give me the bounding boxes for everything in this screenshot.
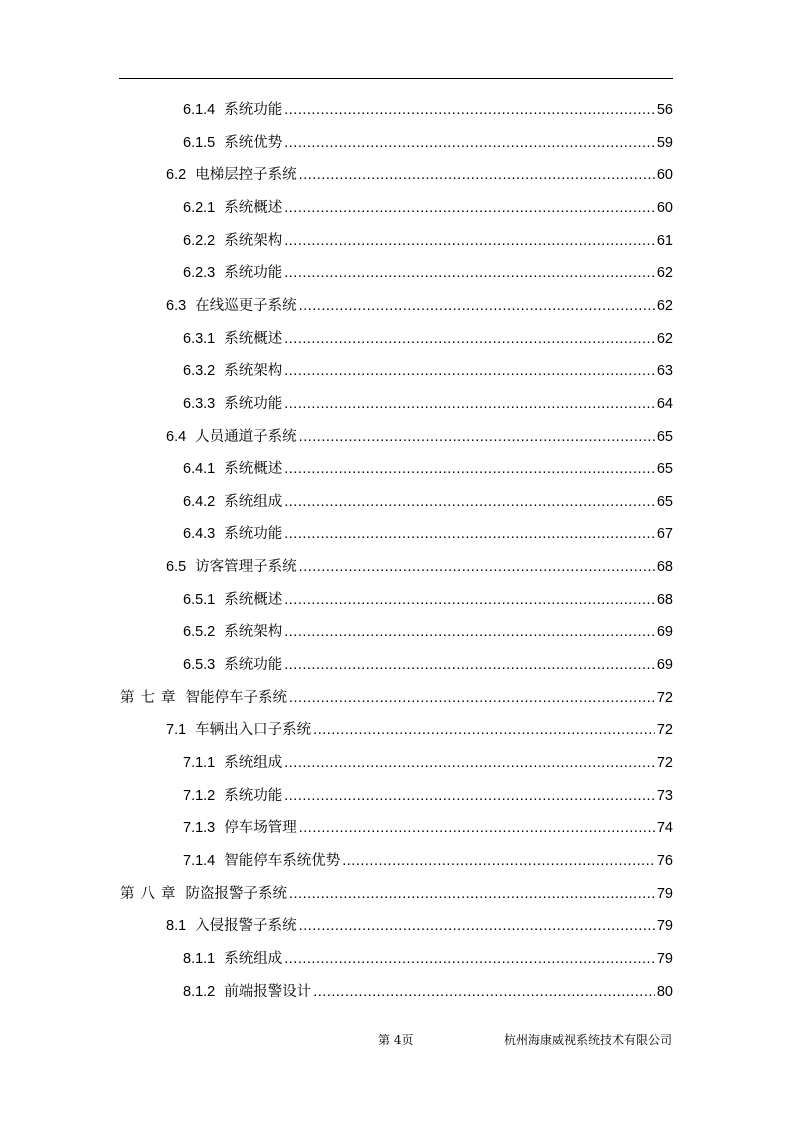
toc-entry[interactable] [166, 291, 673, 321]
toc-entry-number: 6.5.2 [183, 624, 216, 641]
toc-entry-number: 8.1.2 [183, 983, 216, 1000]
toc-entry-number: 6.1.4 [183, 102, 216, 118]
toc-entry-page: 72 [656, 722, 673, 739]
toc-entry-number: 8.1.1 [183, 950, 216, 967]
toc-dot-leader [284, 944, 655, 974]
toc-dot-leader [284, 454, 655, 484]
toc-entry[interactable] [183, 977, 673, 1007]
toc-dot-leader [284, 324, 655, 354]
toc-entry-page: 65 [656, 493, 673, 510]
toc-entry-number: 6.2.3 [183, 265, 216, 282]
toc-entry-number: 6.5.1 [183, 591, 216, 608]
toc-dot-leader [299, 160, 655, 190]
toc-entry-page: 74 [656, 820, 673, 837]
toc-entry[interactable] [183, 226, 673, 256]
toc-entry[interactable] [183, 585, 673, 615]
toc-entry-title: 在线巡更子系统 [195, 297, 297, 314]
toc-dot-leader [289, 879, 655, 909]
toc-entry-title: 系统功能 [224, 102, 283, 118]
toc-entry-number: 7.1.2 [183, 787, 216, 804]
toc-dot-leader [284, 585, 655, 615]
toc-entry-page: 68 [656, 591, 673, 608]
toc-entry[interactable] [183, 650, 673, 680]
toc-entry-title: 系统功能 [224, 265, 283, 282]
toc-entry[interactable] [166, 911, 673, 941]
toc-entry-title: 系统组成 [224, 755, 283, 771]
toc-entry[interactable] [120, 683, 673, 713]
toc-entry-page: 79 [656, 885, 673, 902]
toc-entry[interactable] [183, 617, 673, 647]
toc-entry[interactable] [183, 519, 673, 549]
toc-entry-title: 车辆出入口子系统 [195, 722, 312, 739]
toc-entry-title: 访客管理子系统 [195, 559, 297, 576]
toc-dot-leader [284, 258, 655, 288]
toc-entry-page: 69 [656, 657, 673, 674]
toc-entry-title: 系统功能 [224, 395, 283, 412]
toc-entry-page: 68 [656, 559, 673, 576]
toc-entry-page: 73 [656, 787, 673, 804]
toc-dot-leader [284, 650, 655, 680]
toc-entry[interactable] [183, 258, 673, 288]
toc-dot-leader [284, 748, 655, 778]
toc-dot-leader [313, 977, 655, 1007]
toc-entry[interactable] [166, 160, 673, 190]
toc-dot-leader [284, 226, 655, 256]
toc-dot-leader [284, 617, 655, 647]
toc-entry[interactable] [166, 422, 673, 452]
toc-entry-title: 智能停车子系统 [185, 689, 287, 706]
toc-entry[interactable] [183, 748, 673, 778]
toc-entry-number: 第八章 [120, 885, 182, 902]
toc-entry-page: 60 [656, 199, 673, 216]
toc-dot-leader [299, 911, 655, 941]
toc-entry-number: 第七章 [120, 689, 182, 706]
toc-entry-number: 6.4.1 [183, 461, 216, 478]
footer-company-name: 杭州海康威视系统技术有限公司 [503, 1033, 672, 1047]
toc-entry-title: 系统优势 [224, 134, 283, 151]
toc-dot-leader [313, 715, 655, 745]
toc-entry[interactable] [183, 193, 673, 223]
toc-entry-number: 6.4.3 [183, 526, 216, 543]
toc-entry-title: 系统概述 [224, 330, 283, 347]
toc-entry-title: 系统组成 [224, 493, 283, 510]
toc-entry[interactable] [183, 944, 673, 974]
toc-entry-title: 系统概述 [224, 461, 283, 478]
toc-entry-number: 8.1 [166, 918, 187, 935]
toc-entry[interactable] [166, 552, 673, 582]
toc-dot-leader [299, 422, 655, 452]
toc-dot-leader [299, 291, 655, 321]
toc-entry[interactable] [183, 95, 673, 125]
toc-entry-title: 入侵报警子系统 [195, 918, 297, 935]
toc-entry-title: 系统概述 [224, 199, 283, 216]
toc-dot-leader [284, 519, 655, 549]
toc-dot-leader [284, 193, 655, 223]
toc-entry-number: 6.2.2 [183, 232, 216, 249]
toc-entry-page: 67 [656, 526, 673, 543]
toc-entry-title: 系统概述 [224, 591, 283, 608]
toc-entry-title: 前端报警设计 [224, 983, 312, 1000]
toc-entry-page: 62 [656, 330, 673, 347]
toc-entry-page: 72 [656, 689, 673, 706]
toc-entry-page: 80 [656, 983, 673, 1000]
toc-entry-number: 6.3.1 [183, 330, 216, 347]
toc-entry-number: 6.5 [166, 559, 187, 576]
toc-dot-leader [284, 128, 655, 158]
toc-entry-page: 62 [656, 265, 673, 282]
toc-dot-leader [342, 846, 655, 876]
footer-page-number: 第 4页 [378, 1033, 414, 1047]
toc-entry-title: 系统架构 [224, 363, 283, 380]
toc-dot-leader [299, 813, 655, 843]
toc-entry[interactable] [183, 454, 673, 484]
toc-entry[interactable] [166, 715, 673, 745]
toc-dot-leader [284, 95, 655, 125]
toc-entry-page: 64 [656, 395, 673, 412]
toc-entry-page: 65 [656, 428, 673, 445]
toc-entry[interactable] [183, 813, 673, 843]
toc-entry-number: 6.3.3 [183, 395, 216, 412]
toc-entry-page: 79 [656, 918, 673, 935]
toc-entry-title: 人员通道子系统 [195, 428, 297, 445]
toc-entry-number: 7.1 [166, 722, 187, 739]
toc-entry-title: 系统架构 [224, 232, 283, 249]
toc-entry-title: 智能停车系统优势 [224, 852, 341, 869]
toc-entry-title: 防盗报警子系统 [185, 885, 287, 902]
toc-entry[interactable] [183, 128, 673, 158]
toc-entry-number: 6.4 [166, 428, 187, 445]
toc-entry[interactable] [183, 846, 673, 876]
toc-entry-number: 7.1.3 [183, 820, 216, 837]
toc-entry-title: 停车场管理 [224, 820, 297, 837]
toc-entry-page: 79 [656, 950, 673, 967]
toc-entry-page: 76 [656, 852, 673, 869]
toc-entry[interactable] [183, 487, 673, 517]
toc-dot-leader [284, 781, 655, 811]
toc-dot-leader [289, 683, 655, 713]
toc-entry-title: 系统组成 [224, 950, 283, 967]
toc-entry[interactable] [183, 324, 673, 354]
toc-entry-number: 7.1.4 [183, 852, 216, 869]
toc-entry-number: 6.2.1 [183, 199, 216, 216]
toc-entry-page: 60 [656, 167, 673, 184]
toc-entry-number: 6.5.3 [183, 657, 216, 674]
toc-entry-page: 59 [656, 134, 673, 151]
toc-dot-leader [299, 552, 655, 582]
toc-entry-page: 56 [656, 102, 673, 118]
toc-entry[interactable] [120, 879, 673, 909]
toc-entry-page: 69 [656, 624, 673, 641]
toc-dot-leader [284, 389, 655, 419]
header-rule [119, 78, 673, 79]
toc-entry-number: 6.1.5 [183, 134, 216, 151]
toc-entry[interactable] [183, 389, 673, 419]
toc-entry-page: 72 [656, 755, 673, 771]
toc-entry-page: 65 [656, 461, 673, 478]
toc-entry-number: 6.3 [166, 297, 187, 314]
toc-entry-title: 系统功能 [224, 787, 283, 804]
toc-dot-leader [284, 487, 655, 517]
toc-entry-page: 62 [656, 297, 673, 314]
toc-entry-number: 7.1.1 [183, 755, 216, 771]
toc-entry[interactable] [183, 781, 673, 811]
toc-entry-title: 系统功能 [224, 526, 283, 543]
toc-entry[interactable] [183, 356, 673, 386]
toc-dot-leader [284, 356, 655, 386]
toc-entry-number: 6.3.2 [183, 363, 216, 380]
toc-entry-page: 63 [656, 363, 673, 380]
toc-entry-title: 电梯层控子系统 [195, 167, 297, 184]
toc-entry-page: 61 [656, 232, 673, 249]
toc-entry-number: 6.4.2 [183, 493, 216, 510]
toc-entry-number: 6.2 [166, 167, 187, 184]
toc-entry-title: 系统架构 [224, 624, 283, 641]
toc-entry-title: 系统功能 [224, 657, 283, 674]
